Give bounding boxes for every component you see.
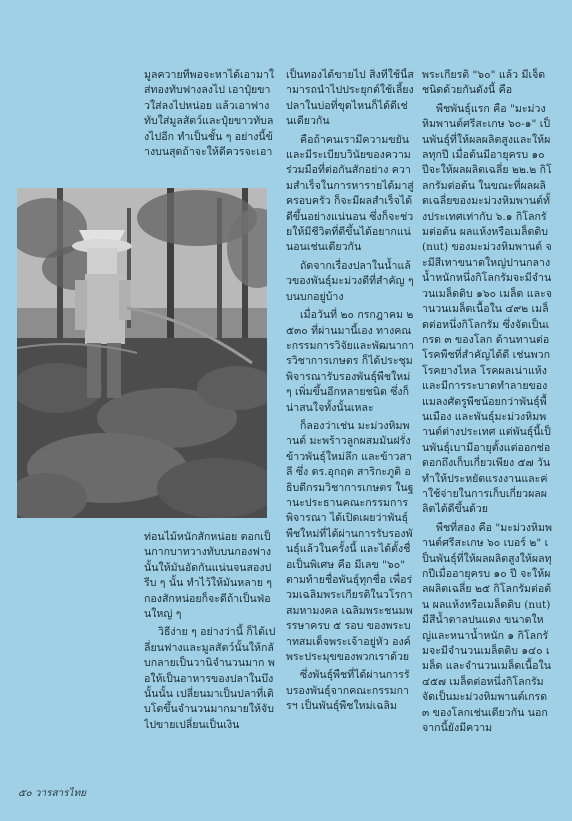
left-column-top [144,68,276,186]
photo-illustration [17,188,267,518]
paragraph: มูลควายที่พอจะหาได้เอามาใส่ทองทับฟางลงไป เอาปุ๋ยขาวใส่ลงไปหน่อย แล้วเอาฟางทับใส่มูลสัตว์และปุ๋ยขาวทับลงไปอีก ทำเป็นชั้น ๆ อย่างนี้ข้างบนสุดถ้าจะให้ดีควรจะเอา [144,69,275,159]
middle-column [286,68,414,790]
paragraph: เป็นทองได้ขายไป สิ่งที่ใช้นี้สามารถนำไปประยุกต์ใช้เลี้ยงปลาในบ่อที่ขุดไหนก็ได้ดีเช่นเดียวกัน [286,69,414,128]
paragraph: ซึ่งพันธุ์พืชที่ได้ผ่านการรับรองพันธุ์จากคณะกรรมการฯ เป็นพันธุ์พืชใหม่เฉลิม [286,669,410,713]
left-column-bottom [144,530,276,790]
photo-farmer-spraying [17,188,267,518]
paragraph: ถัดจากเรื่องปลาในน้ำแล้วของพันธุ์มะม่วงดีที่สำคัญ ๆ บนบกอยู่บ้าง [286,259,414,303]
paragraph: ท่อนไม้หนักสักหน่อย ตอกเป็นกากบาทวางทับบนกองฟางนั้นให้มันอัดกันแน่นจนสองปรีบ ๆ นั้น ทำไว้ให้มันหลาย ๆ กองสักหน่อยก็จะดีถ้าเป็นฟ่อนใหญ่ ๆ [144,531,272,621]
page-footer: ๕๐ วารสารไทย [18,788,87,799]
paragraph: พระเกียรติ "๖๐" แล้ว มีเจ็ดชนิดด้วยกันดังนี้ คือ [422,69,546,97]
paragraph: คือถ้าคนเรามีความขยันและมีระเบียบวินัยของความร่วมมือที่ต่อกันสักอย่าง ความสำเร็จในการหารายได้มาสู่ครอบครัว ก็จะมีผลสำเร็จได้ดีขึ้นอย่างแน่นอน ซึ่งก็จะช่วยให้มีชีวิตที่ดีขึ้นได้อยากแน่นอนเช่นเดียวกัน [286,133,414,254]
paragraph: ก็ลองว่าเช่น มะม่วงหิมพานต์ มะพร้าวลูกผสมมันฝรั่ง ข้าวพันธุ์ใหม่ลึก และข้าวสาลี ซึ่ง ดร.อุกฤต สาริกะภูติ อธิบดีกรมวิชาการเกษตร ในฐานะประธานคณะกรรมการพิจารณา ได้เปิดเผยว่าพันธุ์พืชใหม่ที่ได้ผ่านการรับรองพันธุ์แล้วในครั้งนี้ และได้ตั้งชื่อเป็นพิเศษ คือ มีเลข "๖๐" ตามท้ายชื่อพันธุ์ทุกชื่อ เพื่อร่วมเฉลิมพระเกียรติในวโรกาสมหามงคล เฉลิมพระชนมพรรษาครบ ๕ รอบ ของพระบาทสมเด็จพระเจ้าอยู่หัว องค์พระประมุขของพวกเราด้วย [286,419,414,664]
paragraph: เมื่อวันที่ ๒๐ กรกฎาคม ๒๕๓๐ ที่ผ่านมานี้เอง ทางคณะกรรมการวิจัยและพัฒนาการวิชาการเกษตร ก็ได้ประชุมพิจารณารับรองพันธุ์พืชใหม่ ๆ เพิ่มขึ้นอีกหลายชนิด ซึ่งก็น่าสนใจทั้งนั้นเหละ [286,309,414,414]
paragraph: พืชที่สอง คือ "มะม่วงหิมพานต์ศรีสะเกษ ๖๐ เบอร์ ๒" เป็นพันธุ์ที่ให้ผลผลิตสูงให้ผลทุกปีเมื่ออายุครบ ๑๐ ปี จะให้ผลผลิตเฉลี่ย ๒๕ กิโลกรัมต่อต้น ผลแห้งหรือเมล็ดดิบ (nut) มีสีน้ำตาลปนแดง ขนาดใหญ่และหนาน้ำหนัก ๑ กิโลกรัมจะมีจำนวนเมล็ดดิบ ๑๔๐ เมล็ด และจำนวนเมล็ดเนื้อใน ๔๕๗ เมล็ดต่อหนึ่งกิโลกรัม จัดเป็นมะม่วงหิมพานต์เกรด ๓ ของโลกเช่นเดียวกัน นอกจากนี้ยังมีความ [422,521,552,735]
paragraph: วิธีง่าย ๆ อย่างว่านี้ ก็ได้เปลี่ยนฟางและมูลสัตว์นั้นให้กลับกลายเป็นวานิจำนวนมาก พอให้เป็นอาหารของปลาในบึงนั้นนั้น เปลี่ยนมาเป็นปลาที่เติบโตขึ้นจำนวนมากมายให้จับไปขายเปลี่ยนเป็นเงิน [144,626,276,731]
paragraph: พืชพันธุ์แรก คือ "มะม่วงหิมพานต์ศรีสะเกษ ๖๐-๑" เป็นพันธุ์ที่ให้ผลผลิตสูงและให้ผลทุกปี เมื่อต้นมีอายุครบ ๑๐ ปีจะให้ผลผลิตเฉลี่ย ๒๒.๒ กิโลกรัมต่อต้น ในขณะที่ผลผลิตเฉลี่ยของมะม่วงหิมพานต์ทั้งประเทศเท่ากับ ๖.๑ กิโลกรัมต่อต้น ผลแห้งหรือเมล็ดดิบ (nut) ของมะม่วงหิมพานต์ จะมีสีเทาขนาดใหญ่ปานกลาง น้ำหนักหนึ่งกิโลกรัมจะมีจำนวนเมล็ดดิบ ๑๖๐ เมล็ด และจำนวนเมล็ดเนื้อใน ๔๙๒ เมล็ดต่อหนึ่งกิโลกรัม ซึ่งจัดเป็นเกรด ๓ ของโลก ด้านทานต่อโรคพืชที่สำคัญได้ดี เช่นพวกโรคยางไหล โรคผลเน่าแห้ง และมีการระบาดทำลายของแมลงศัตรูพืชน้อยกว่าพันธุ์พื้นเมือง และพันธุ์มะม่วงหิมพานต์ต่างประเทศ แต่พันธุ์นี้เป็นพันธุ์เบามีอายุตั้งแต่ออกช่อดอกถึงเก็บเกี่ยวเพียง ๕๗ วัน ทำให้ประหยัดแรงงานและค่าใช้จ่ายในการเก็บเกี่ยวผลผลิตได้ดีขึ้นด้วย [422,102,552,516]
right-column [422,68,552,790]
